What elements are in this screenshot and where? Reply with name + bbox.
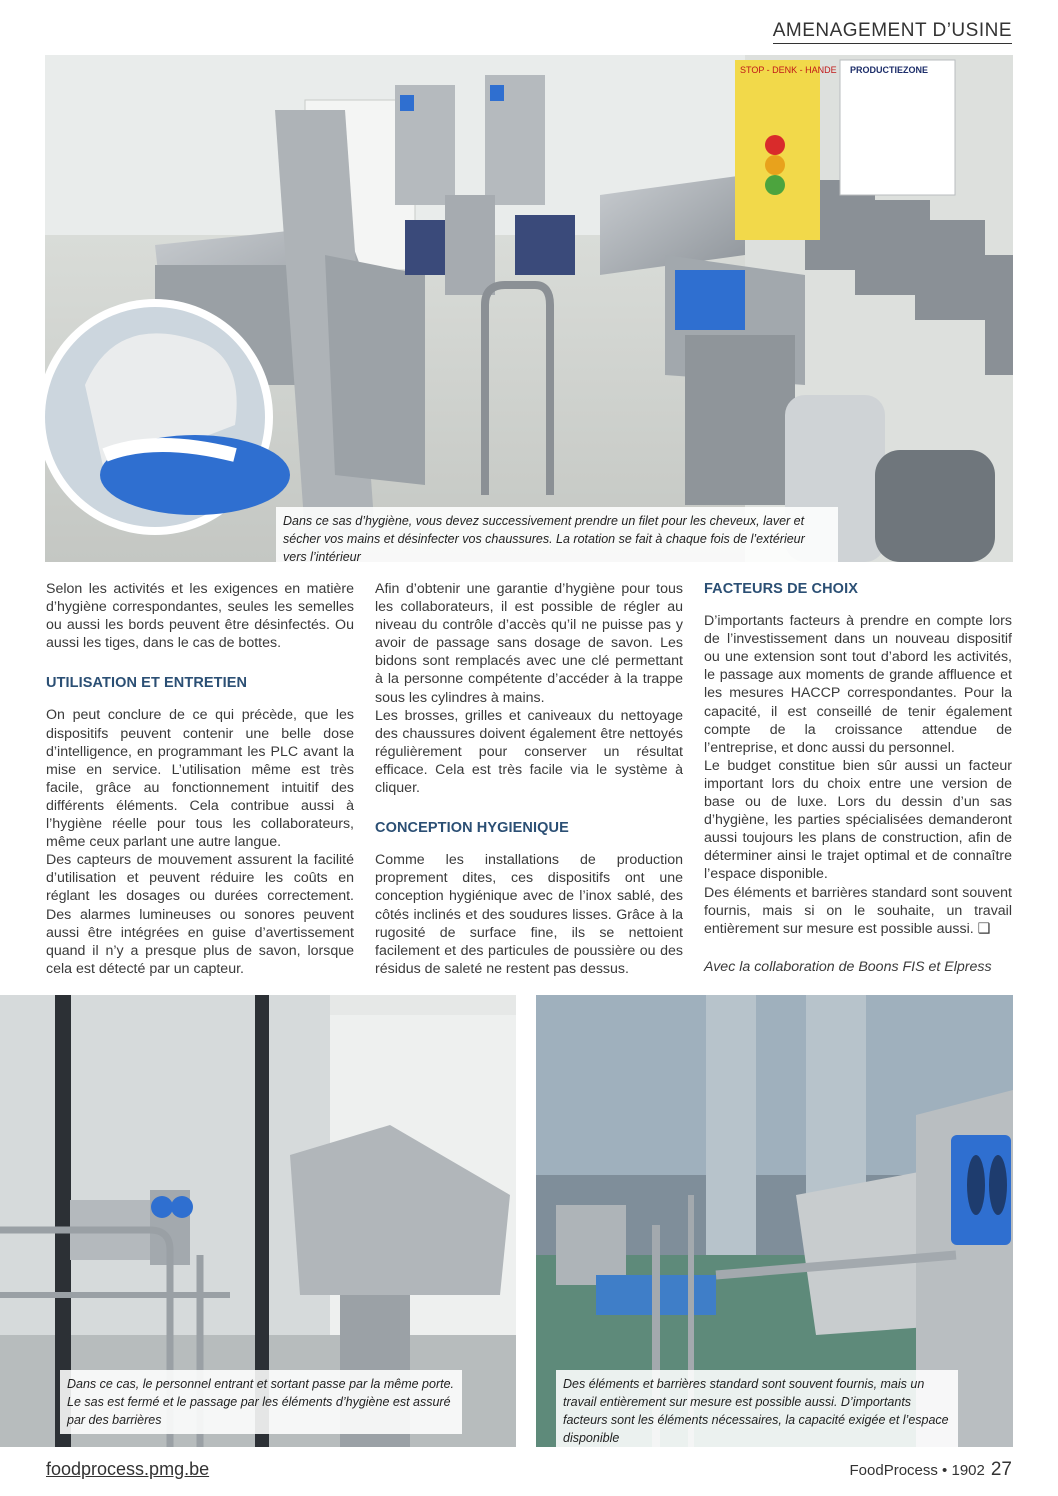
stop-sign-text: STOP - DENK - HANDE (740, 65, 837, 75)
paragraph: Le budget constitue bien sûr aussi un facteur important lors du choix entre une version de base ou de luxe. Lors du dessin d’un sas d’hygiène, les parties spécialisées demanderont aussi toujours les plans de construction, afin de déterminer ainsi le trajet optimal et de connaître l’espace disponible. (704, 757, 1012, 883)
text-column-1 (46, 580, 354, 978)
text-column-3 (704, 580, 1012, 976)
paragraph: On peut conclure de ce qui précède, que les dispositifs peuvent contenir une belle dose d’intelligence, en programmant les PLC avant la mise en service. L’utilisation même est très facile, grâce au fonctionnement intuitif des différents éléments. Cela contribue aussi à l’hygiène réelle pour tous les collaborateurs, même ceux parlant une autre langue. (46, 707, 354, 851)
bottom-right-caption: Des éléments et barrières standard sont souvent fournis, mais un travail entièrement sur mesure est possible aussi. D’importants facteurs sont les éléments nécessaires, la capacité exigée et l’espace disponible (556, 1370, 958, 1452)
bottom-left-caption: Dans ce cas, le personnel entrant et sortant passe par la même porte. Le sas est fermé et le passage par les éléments d’hygiène est assuré par des barrières (60, 1370, 462, 1434)
heading-utilisation: UTILISATION ET ENTRETIEN (46, 675, 248, 692)
text-column-2 (375, 580, 683, 978)
magazine-issue: FoodProcess • 1902 (849, 1462, 985, 1479)
heading-facteurs: FACTEURS DE CHOIX (704, 581, 858, 597)
paragraph: Les brosses, grilles et caniveaux du nettoyage des chaussures doivent également être nettoyés régulièrement pour conserver un résultat efficace. Cela est très facile via le système à cliquer. (375, 707, 683, 797)
paragraph: Afin d’obtenir une garantie d’hygiène pour tous les collaborateurs, il est possible de régler au niveau du contrôle d’accès qu’il ne puisse pas y avoir de passage sans dosage de savon. Les bidons sont remplacés avec une clé permettant à la personne compétente d’accéder à la trappe sous les cylindres à mains. (375, 581, 683, 706)
credit-line: Avec la collaboration de Boons FIS et Elpress (704, 958, 992, 975)
website-link[interactable]: foodprocess.pmg.be (46, 1459, 210, 1479)
page-footer (850, 1459, 1012, 1481)
production-zone-sign: PRODUCTIEZONE (850, 65, 929, 75)
paragraph: Comme les installations de production proprement dites, ces dispositifs ont une conception hygiénique avec de l’inox sablé, des côtés inclinés et des soudures lisses. Grâce à la rugosité de surface fine, ils se nettoient facilement et des particules de poussière ou des résidus de saleté ne restent pas dessus. (375, 852, 683, 977)
paragraph: Des éléments et barrières standard sont souvent fournis, mais si on le souhaite, un travail entièrement sur mesure est possible aussi. ❑ (704, 884, 1012, 937)
paragraph: Selon les activités et les exigences en matière d’hygiène correspondantes, seules les semelles ou aussi les bords peuvent être désinfectés. Ou aussi les tiges, dans le cas de bottes. (46, 581, 354, 652)
paragraph: D’importants facteurs à prendre en compte lors de l’investissement dans un nouveau dispositif ou une extension sont tout d’abord les activités, le passage aux moments de grande affluence et les mesures HACCP correspondantes. Pour la capacité, il est conseillé de tenir également compte de la croissance attendue de l’entreprise, et donc aussi du personnel. (704, 613, 1012, 756)
section-title: AMENAGEMENT D’USINE (773, 20, 1012, 44)
top-photo-caption: Dans ce sas d’hygiène, vous devez successivement prendre un filet pour les cheveux, laver et sécher vos mains et désinfecter vos chaussures. La rotation se fait à chaque fois de l’extérieur vers l’intérieur (276, 507, 838, 571)
paragraph: Des capteurs de mouvement assurent la facilité d’utilisation et peuvent réduire les coûts en réglant les dosages ou durées correctement. Des alarmes lumineuses ou sonores peuvent aussi être intégrées en guise d’avertissement quand il n’y a presque plus de savon, lorsque cela est détecté par un capteur. (46, 852, 354, 977)
heading-conception: CONCEPTION HYGIENIQUE (375, 820, 569, 837)
page-number: 27 (990, 1459, 1012, 1480)
top-photo (45, 55, 1013, 562)
